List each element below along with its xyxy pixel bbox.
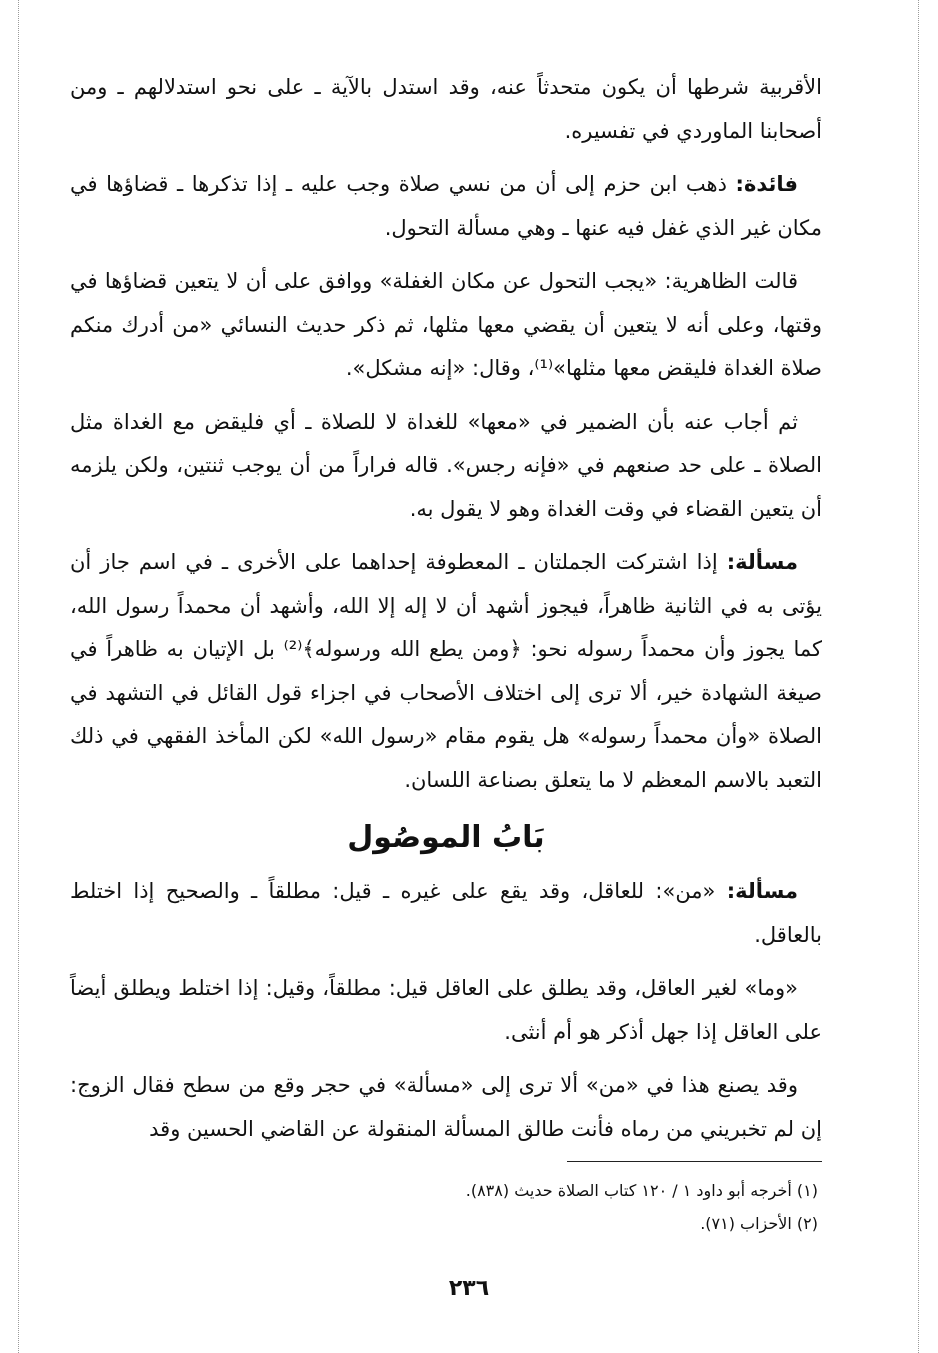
paragraph-2-text: ذهب ابن حزم إلى أن من نسي صلاة وجب عليه ـ إذا تذكرها ـ قضاؤها في مكان غير الذي غفل فيه عنها ـ وهي مسألة التحول. <box>70 172 822 240</box>
paragraph-4 <box>70 401 822 532</box>
paragraph-5-text: إذا اشتركت الجملتان ـ المعطوفة إحداهما على الأخرى ـ في اسم جاز أن يؤتى به في الثانية ظاهراً، فيجوز أشهد أن لا إله إلا الله، وأشهد أن محمداً رسول الله، كما يجوز وأن محمداً رسوله نحو: ﴿ومن يطع الله ورسوله﴾⁽²⁾ بل الإتيان به ظاهراً في صيغة الشهادة خير، ألا ترى إلى اختلاف الأصحاب في اجزاء قول القائل في التشهد في الصلاة «وأن محمداً رسوله» هل يقوم مقام «رسول الله» لكن المأخذ الفقهي في ذلك التعبد بالاسم المعظم لا ما يتعلق بصناعة اللسان. <box>70 550 822 792</box>
paragraph-6 <box>70 870 822 957</box>
paragraph-3 <box>70 260 822 391</box>
scan-edge-right <box>918 0 919 1353</box>
scan-edge-left <box>18 0 19 1353</box>
paragraph-5 <box>70 541 822 802</box>
paragraph-8-text: وقد يصنع هذا في «من» ألا ترى إلى «مسألة» في حجر وقع من سطح فقال الزوج: إن لم تخبريني من رماه فأنت طالق المسألة المنقولة عن القاضي الحسين وقد <box>70 1073 822 1141</box>
page-number: ٢٣٦ <box>448 1276 490 1301</box>
paragraph-1-text: الأقربية شرطها أن يكون متحدثاً عنه، وقد استدل بالآية ـ على نحو استدلالهم ـ ومن أصحابنا الماوردي في تفسيره. <box>70 75 822 143</box>
footnote-1: (١) أخرجه أبو داود ١ / ١٢٠ كتاب الصلاة حديث (٨٣٨). <box>465 1181 818 1200</box>
footnote-2: (٢) الأحزاب (٧١). <box>700 1214 818 1233</box>
paragraph-5-lead: مسألة: <box>726 550 798 574</box>
footnote-divider <box>567 1161 822 1162</box>
page-body <box>70 66 822 1240</box>
section-heading: بَابُ الموصُول <box>347 820 545 855</box>
paragraph-2-lead: فائدة: <box>735 172 798 196</box>
paragraph-8 <box>70 1064 822 1151</box>
paragraph-1 <box>70 66 822 153</box>
paragraph-7-text: «وما» لغير العاقل، وقد يطلق على العاقل قيل: مطلقاً، وقيل: إذا اختلط ويطلق أيضاً على العاقل إذا جهل أذكر هو أم أنثى. <box>70 976 822 1044</box>
paragraph-6-lead: مسألة: <box>726 879 798 903</box>
paragraph-3-text: قالت الظاهرية: «يجب التحول عن مكان الغفلة» ووافق على أن لا يتعين قضاؤها في وقتها، وعلى أنه لا يتعين أن يقضي معها مثلها، ثم ذكر حديث النسائي «من أدرك منكم صلاة الغداة فليقض معها مثلها»⁽¹⁾، وقال: «إنه مشكل». <box>70 269 822 380</box>
paragraph-2 <box>70 163 822 250</box>
paragraph-4-text: ثم أجاب عنه بأن الضمير في «معها» للغداة لا للصلاة ـ أي فليقض مع الغداة مثل الصلاة ـ على حد صنعهم في «فإنه رجس». قاله فراراً من أن يوجب ثنتين، ولكن يلزمه أن يتعين القضاء في وقت الغداة وهو لا يقول به. <box>70 409 822 521</box>
paragraph-7 <box>70 967 822 1054</box>
paragraph-6-text: «من»: للعاقل، وقد يقع على غيره ـ قيل: مطلقاً ـ والصحيح إذا اختلط بالعاقل. <box>70 879 822 947</box>
